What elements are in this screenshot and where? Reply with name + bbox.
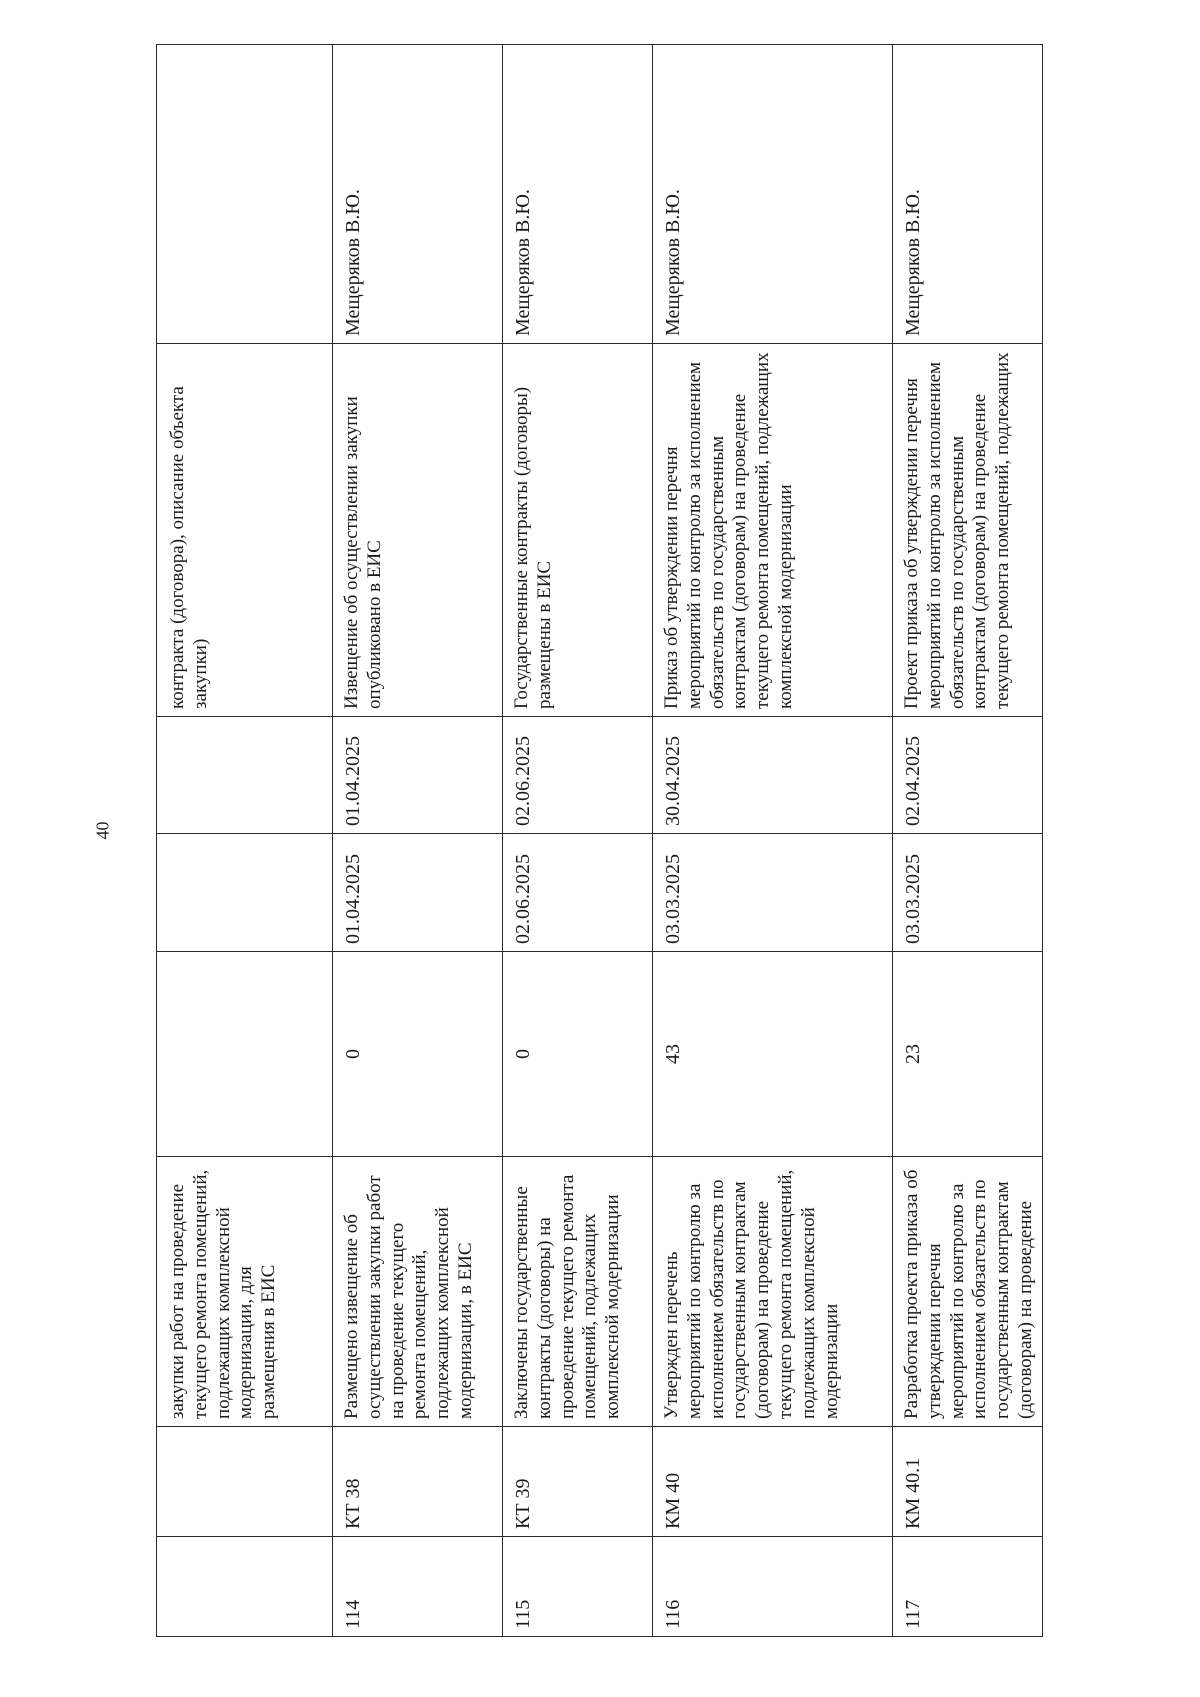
table-row: [653, 45, 893, 1637]
cell-no: 115: [503, 1537, 653, 1637]
cell-responsible: [157, 45, 333, 344]
cell-code: КТ 38: [333, 1427, 503, 1537]
cell-start-date: 03.03.2025: [893, 834, 1043, 952]
cell-end-date: 01.04.2025: [333, 717, 503, 834]
table-row-continuation: [157, 45, 333, 1637]
cell-start-date: 02.06.2025: [503, 834, 653, 952]
cell-no: [157, 1537, 333, 1637]
cell-responsible: Мещеряков В.Ю.: [333, 45, 503, 344]
cell-start-date: 03.03.2025: [653, 834, 893, 952]
cell-responsible: Мещеряков В.Ю.: [503, 45, 653, 344]
cell-end-date: 02.06.2025: [503, 717, 653, 834]
cell-start-date: [157, 834, 333, 952]
cell-document: Проект приказа об утверждении перечня мероприятий по контролю за исполнением обязательств по государственным контрактам (договорам) на проведение текущего ремонта помещений, подлежащих: [893, 344, 1043, 717]
cell-code: КТ 39: [503, 1427, 653, 1537]
cell-milestone: Заключены государственные контракты (договоры) на проведение текущего ремонта помещений, подлежащих комплексной модернизации: [503, 1157, 653, 1427]
table-row: [893, 45, 1043, 1637]
cell-document: Приказ об утверждении перечня мероприятий по контролю за исполнением обязательств по государственным контрактам (договорам) на проведение текущего ремонта помещений, подлежащих комплексной модернизации: [653, 344, 893, 717]
cell-value: [157, 952, 333, 1157]
cell-document: контракта (договора), описание объекта закупки): [157, 344, 333, 717]
cell-milestone: Разработка проекта приказа об утверждении перечня мероприятий по контролю за исполнением обязательств по государственным контрактам (договорам) на проведение: [893, 1157, 1043, 1427]
cell-milestone: Размещено извещение об осуществлении закупки работ на проведение текущего ремонта помещений, подлежащих комплексной модернизации, в ЕИС: [333, 1157, 503, 1427]
cell-value: 0: [503, 952, 653, 1157]
table-row: [333, 45, 503, 1637]
cell-code: [157, 1427, 333, 1537]
cell-no: 114: [333, 1537, 503, 1637]
cell-value: 23: [893, 952, 1043, 1157]
cell-milestone: закупки работ на проведение текущего ремонта помещений, подлежащих комплексной модернизации, для размещения в ЕИС: [157, 1157, 333, 1427]
schedule-table: [156, 44, 1043, 1637]
rotated-table-frame: [156, 45, 1036, 1637]
cell-no: 117: [893, 1537, 1043, 1637]
cell-responsible: Мещеряков В.Ю.: [653, 45, 893, 344]
cell-code: КМ 40: [653, 1427, 893, 1537]
cell-no: 116: [653, 1537, 893, 1637]
table-row: [503, 45, 653, 1637]
cell-value: 0: [333, 952, 503, 1157]
cell-end-date: 30.04.2025: [653, 717, 893, 834]
cell-end-date: [157, 717, 333, 834]
cell-milestone: Утвержден перечень мероприятий по контролю за исполнением обязательств по государственным контрактам (договорам) на проведение текущего ремонта помещений, подлежащих комплексной модернизации: [653, 1157, 893, 1427]
cell-start-date: 01.04.2025: [333, 834, 503, 952]
cell-value: 43: [653, 952, 893, 1157]
cell-document: Государственные контракты (договоры) размещены в ЕИС: [503, 344, 653, 717]
cell-end-date: 02.04.2025: [893, 717, 1043, 834]
cell-code: КМ 40.1: [893, 1427, 1043, 1537]
page-number: 40: [92, 821, 113, 840]
cell-document: Извещение об осуществлении закупки опубликовано в ЕИС: [333, 344, 503, 717]
cell-responsible: Мещеряков В.Ю.: [893, 45, 1043, 344]
